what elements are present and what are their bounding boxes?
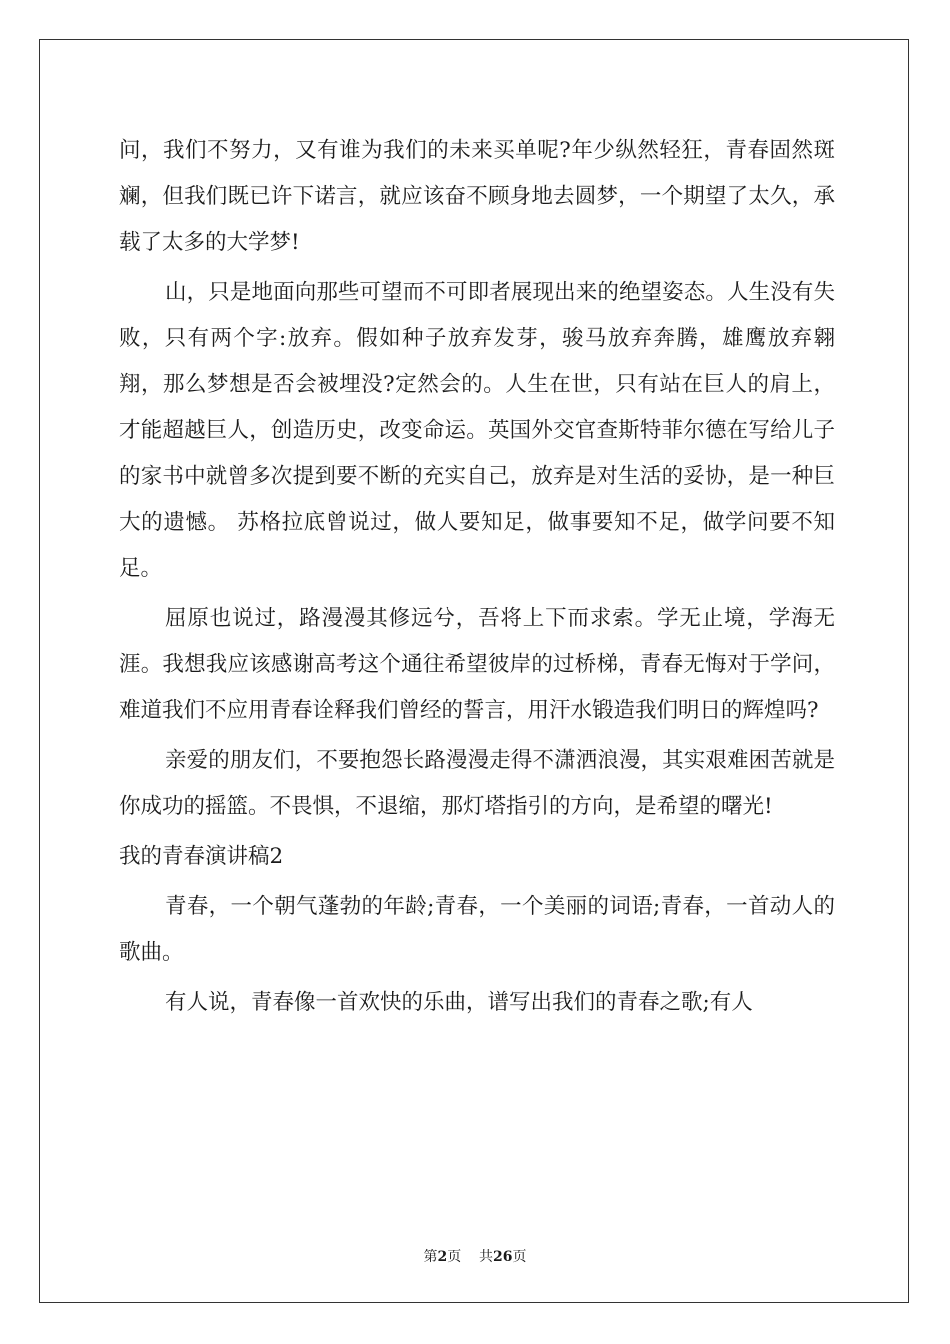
paragraph: 有人说，青春像一首欢快的乐曲，谱写出我们的青春之歌;有人 — [165, 990, 753, 1015]
paragraph: 问，我们不努力，又有谁为我们的未来买单呢?年少纵然轻狂，青春固然斑斓，但我们既已许下诺言，就应该奋不顾身地去圆梦，一个期望了太久，承载了太多的大学梦! — [119, 138, 835, 255]
page-total: 26 — [493, 1249, 513, 1265]
paragraph: 亲爱的朋友们，不要抱怨长路漫漫走得不潇洒浪漫，其实艰难困苦就是你成功的摇篮。不畏惧，不退缩，那灯塔指引的方向，是希望的曙光! — [119, 748, 835, 819]
paragraph: 屈原也说过，路漫漫其修远兮，吾将上下而求索。学无止境，学海无涯。我想我应该感谢高考这个通往希望彼岸的过桥梯，青春无悔对于学问，难道我们不应用青春诠释我们曾经的誓言，用汗水锻造我们明日的辉煌吗? — [119, 606, 835, 723]
page-unit: 页 — [447, 1249, 462, 1265]
paragraph: 青春，一个朝气蓬勃的年龄;青春，一个美丽的词语;青春，一首动人的歌曲。 — [119, 894, 835, 965]
paragraph: 山，只是地面向那些可望而不可即者展现出来的绝望姿态。人生没有失败，只有两个字:放弃。假如种子放弃发芽，骏马放弃奔腾，雄鹰放弃翱翔，那么梦想是否会被埋没?定然会的。人生在世，只有站在巨人的肩上，才能超越巨人，创造历史，改变命运。英国外交官查斯特菲尔德在写给儿子的家书中就曾多次提到要不断的充实自己，放弃是对生活的妥协，是一种巨大的遗憾。 苏格拉底曾说过，做人要知足，做事要知不足，做学问要不知足。 — [119, 280, 835, 581]
page-current: 2 — [437, 1249, 448, 1265]
page-footer — [0, 1248, 950, 1266]
document-body — [119, 128, 835, 1030]
section-heading: 我的青春演讲稿2 — [119, 844, 284, 869]
total-unit: 页 — [512, 1249, 527, 1265]
total-prefix: 共 — [479, 1249, 494, 1265]
page-prefix: 第 — [423, 1249, 438, 1265]
